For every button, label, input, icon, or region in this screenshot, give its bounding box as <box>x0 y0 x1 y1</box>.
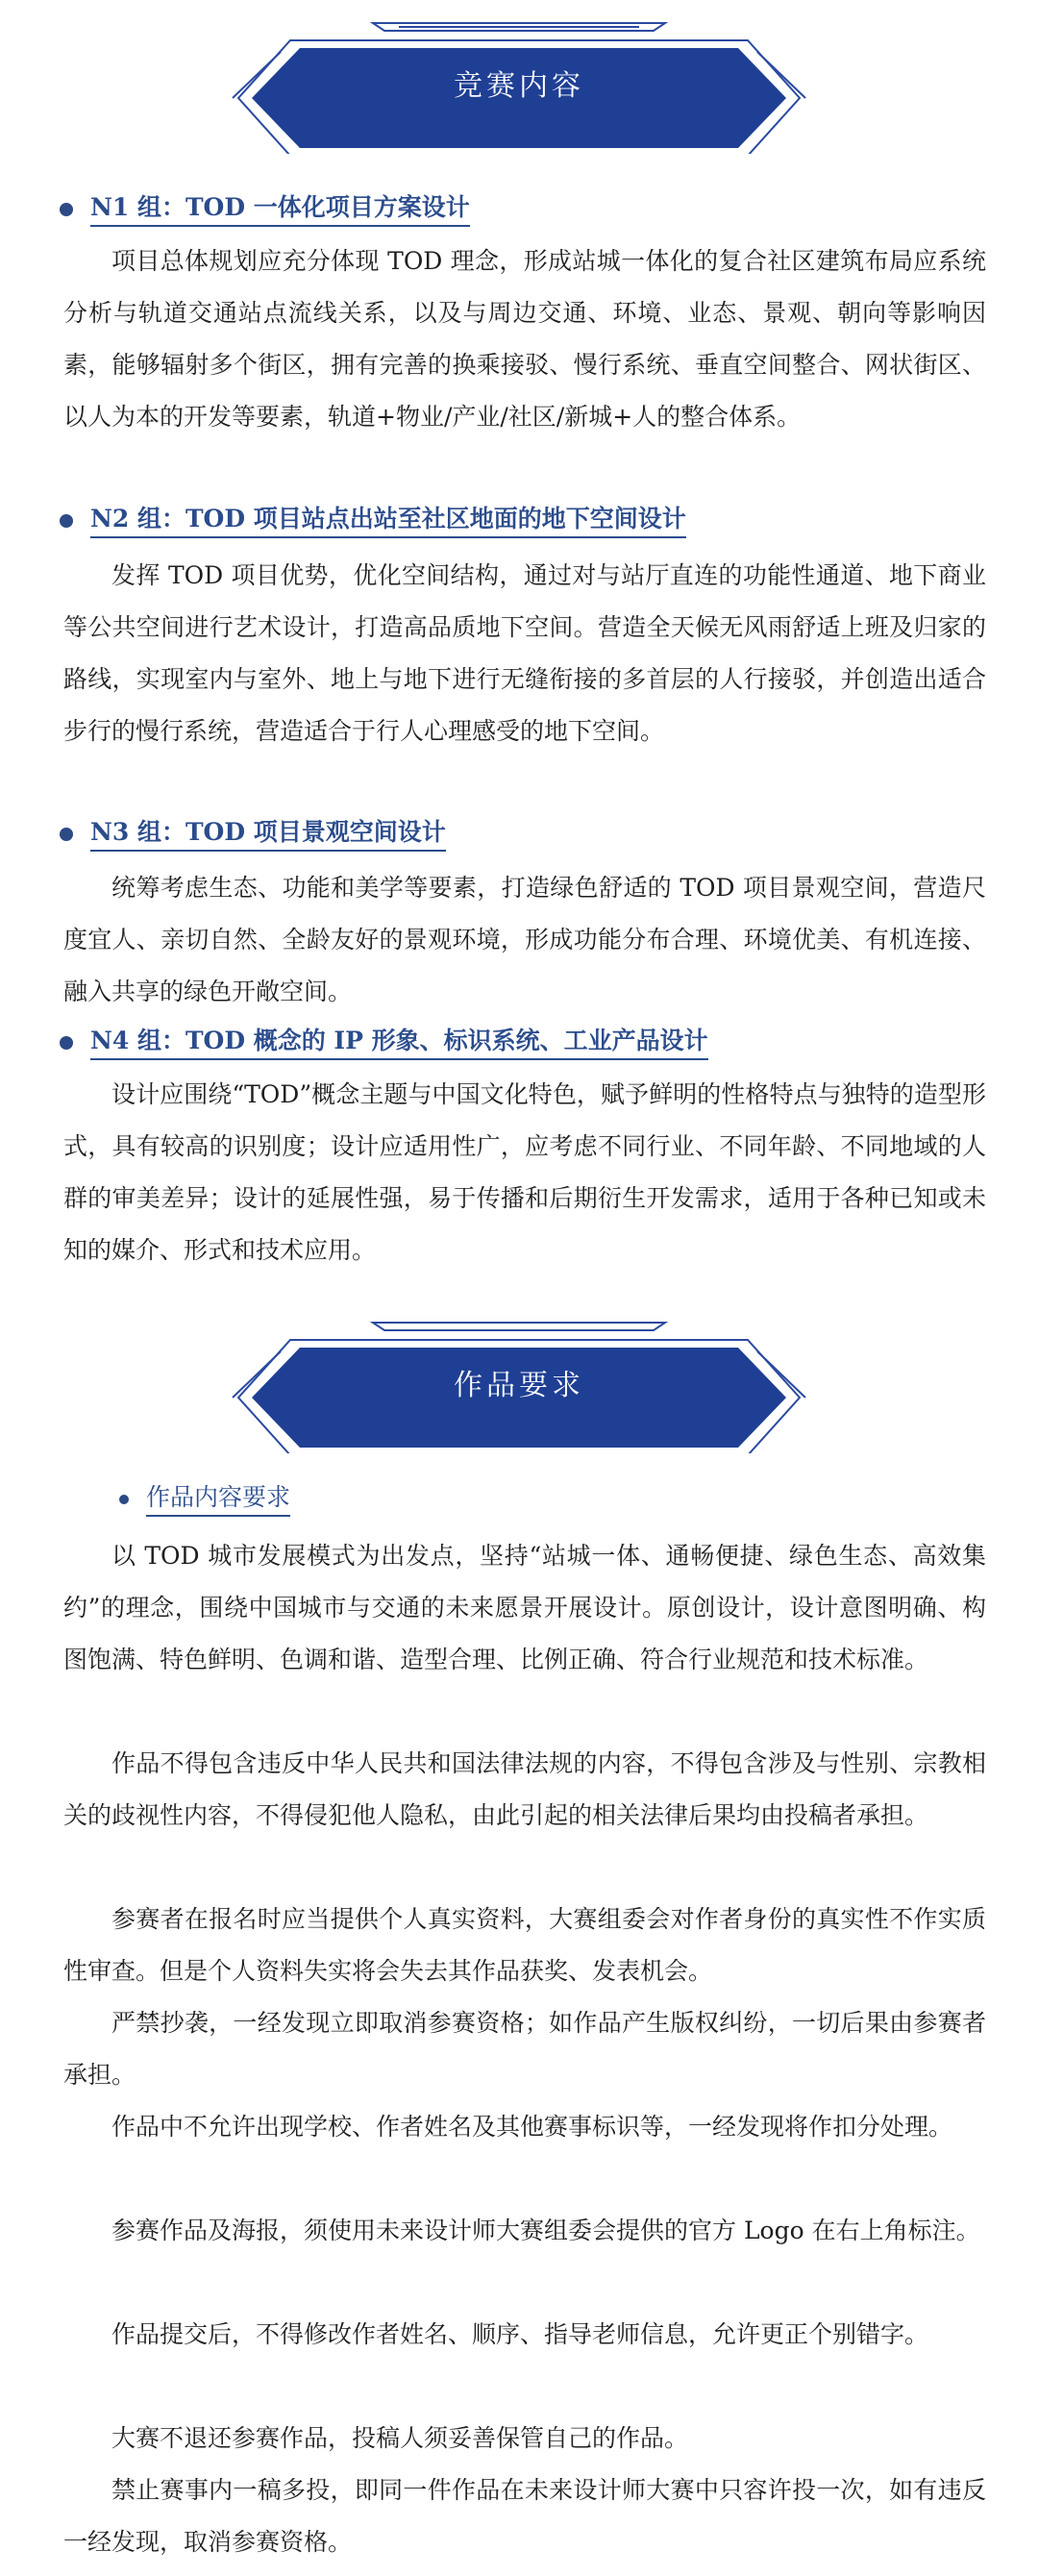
section-title: 竞赛内容 <box>454 69 584 103</box>
requirement-paragraph-4: 严禁抄袭，一经发现立即取消参赛资格；如作品产生版权纠纷，一切后果由参赛者承担。 <box>63 2009 986 2089</box>
subheading-title: 作品内容要求 <box>146 1483 290 1517</box>
requirement-paragraph-5: 作品中不允许出现学校、作者姓名及其他赛事标识等，一经发现将作扣分处理。 <box>111 2113 953 2141</box>
section-banner-competition-content <box>231 19 807 154</box>
requirement-paragraph-9: 禁止赛事内一稿多投，即同一件作品在未来设计师大赛中只容许投一次，如有违反一经发现，取消参赛资格。 <box>63 2476 986 2556</box>
group-heading-n1 <box>60 190 470 229</box>
bullet-icon <box>60 1036 73 1050</box>
bullet-icon <box>60 828 73 841</box>
group-description-n3: 统筹考虑生态、功能和美学等要素，打造绿色舒适的 TOD 项目景观空间，营造尺度宜人、亲切自然、全龄友好的景观环境，形成功能分布合理、环境优美、有机连接、融入共享的绿色开敞空间。 <box>63 874 986 1005</box>
group-title: N4 组：TOD 概念的 IP 形象、标识系统、工业产品设计 <box>90 1027 708 1060</box>
requirement-paragraph-6: 参赛作品及海报，须使用未来设计师大赛组委会提供的官方 Logo 在右上角标注。 <box>111 2217 980 2244</box>
section-title: 作品要求 <box>454 1369 584 1402</box>
bullet-icon <box>60 203 73 216</box>
group-heading-n2 <box>60 502 686 540</box>
group-description-n2: 发挥 TOD 项目优势，优化空间结构，通过对与站厅直连的功能性通道、地下商业等公共空间进行艺术设计，打造高品质地下空间。营造全天候无风雨舒适上班及归家的路线，实现室内与室外、地上与地下进行无缝衔接的多首层的人行接驳，并创造出适合步行的慢行系统，营造适合于行人心理感受的地下空间。 <box>63 561 986 745</box>
requirement-paragraph-8: 大赛不退还参赛作品，投稿人须妥善保管自己的作品。 <box>111 2424 689 2452</box>
bullet-icon <box>60 514 73 528</box>
requirement-paragraph-1: 以 TOD 城市发展模式为出发点，坚持“站城一体、通畅便捷、绿色生态、高效集约”的理念，围绕中国城市与交通的未来愿景开展设计。原创设计，设计意图明确、构图饱满、特色鲜明、色调和谐、造型合理、比例正确、符合行业规范和技术标准。 <box>63 1542 986 1673</box>
requirement-paragraph-3: 参赛者在报名时应当提供个人真实资料，大赛组委会对作者身份的真实性不作实质性审查。但是个人资料失实将会失去其作品获奖、发表机会。 <box>63 1905 986 1985</box>
group-heading-n3 <box>60 815 446 854</box>
requirement-paragraph-2: 作品不得包含违反中华人民共和国法律法规的内容，不得包含涉及与性别、宗教相关的歧视性内容，不得侵犯他人隐私，由此引起的相关法律后果均由投稿者承担。 <box>63 1749 986 1829</box>
group-heading-n4 <box>60 1024 708 1062</box>
group-title: N3 组：TOD 项目景观空间设计 <box>90 818 446 852</box>
section-banner-work-requirements <box>231 1319 807 1453</box>
requirement-paragraph-7: 作品提交后，不得修改作者姓名、顺序、指导老师信息，允许更正个别错字。 <box>111 2320 929 2348</box>
group-description-n1: 项目总体规划应充分体现 TOD 理念，形成站城一体化的复合社区建筑布局应系统分析与轨道交通站点流线关系，以及与周边交通、环境、业态、景观、朝向等影响因素，能够辐射多个街区，拥有完善的换乘接驳、慢行系统、垂直空间整合、网状街区、以人为本的开发等要素，轨道+物业/产业/社区/新城+人的整合体系。 <box>63 247 986 431</box>
group-title: N1 组：TOD 一体化项目方案设计 <box>90 193 470 227</box>
group-title: N2 组：TOD 项目站点出站至社区地面的地下空间设计 <box>90 505 686 538</box>
group-description-n4: 设计应围绕“TOD”概念主题与中国文化特色，赋予鲜明的性格特点与独特的造型形式，具有较高的识别度；设计应适用性广，应考虑不同行业、不同年龄、不同地域的人群的审美差异；设计的延展性强，易于传播和后期衍生开发需求，适用于各种已知或未知的媒介、形式和技术应用。 <box>63 1080 986 1264</box>
bullet-icon <box>119 1495 129 1504</box>
subheading-content-requirements <box>119 1480 290 1519</box>
